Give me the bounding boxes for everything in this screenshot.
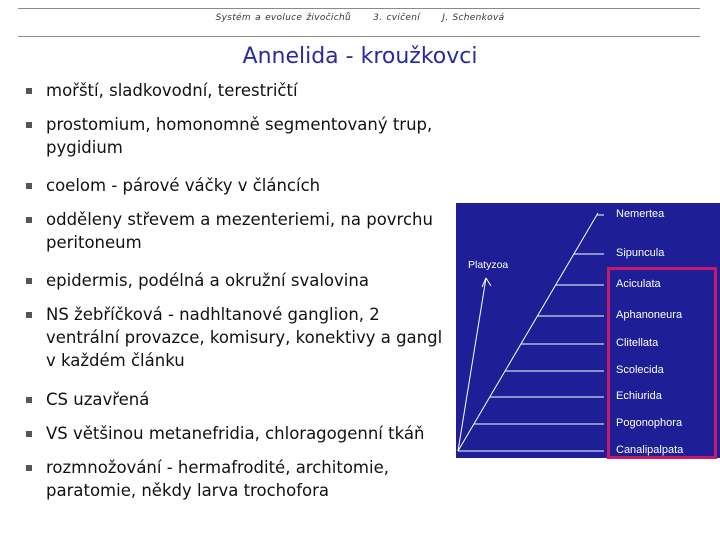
bullet-marker-icon — [26, 122, 32, 128]
outgroup-label: Platyzoa — [468, 259, 509, 271]
bullet-marker-icon — [26, 397, 32, 403]
lesson-number: 3. cvičení — [373, 13, 421, 23]
bullet-text-line: epidermis, podélná a okružní svalovina — [46, 271, 369, 290]
taxon-label: Nemertea — [616, 208, 665, 220]
bullet-marker-icon — [26, 88, 32, 94]
taxon-label: Pogonophora — [616, 417, 683, 429]
bullet-list — [26, 76, 466, 516]
taxon-label: Canalipalpata — [616, 444, 684, 456]
taxon-label: Sipuncula — [616, 247, 665, 259]
taxon-label: Echiurida — [616, 390, 662, 402]
tree-backbone — [458, 213, 598, 451]
bullet-text-line: pygidium — [46, 138, 123, 157]
slide-title: Annelida - kroužkovci — [242, 44, 478, 69]
bullet-marker-icon — [26, 312, 32, 318]
bullet-text-line: prostomium, homonomně segmentovaný trup, — [46, 115, 433, 134]
bullet-text-line: coelom - párové váčky v článcích — [46, 176, 321, 195]
header-rule-bottom — [18, 36, 700, 37]
taxon-label: Clitellata — [616, 337, 659, 349]
taxon-label: Scolecida — [616, 364, 664, 376]
bullet-text-line: peritoneum — [46, 233, 142, 252]
annelida-highlight-box — [607, 267, 717, 459]
bullet-marker-icon — [26, 431, 32, 437]
bullet-text-line: mořští, sladkovodní, terestričtí — [46, 81, 298, 100]
bullet-marker-icon — [26, 183, 32, 189]
bullet-marker-icon — [26, 278, 32, 284]
taxon-label: Aciculata — [616, 278, 661, 290]
bullet-text-line: VS většinou metanefridia, chloragogenní tkáň — [46, 424, 425, 443]
bullet-marker-icon — [26, 217, 32, 223]
slide-header — [0, 13, 720, 23]
tree-branch-outgroup — [458, 278, 486, 451]
bullet-text-line: odděleny střevem a mezenteriemi, na povrchu — [46, 210, 433, 229]
author-name: J. Schenková — [442, 13, 505, 23]
bullet-text-line: NS žebříčková - nadhltanové ganglion, 2 — [46, 305, 380, 324]
bullet-marker-icon — [26, 465, 32, 471]
bullet-text-line: ventrální provazce, komisury, konektivy a gangl — [46, 328, 443, 347]
bullet-text-line: CS uzavřená — [46, 390, 150, 409]
tree-arrow — [486, 278, 491, 286]
header-rule-top — [18, 8, 700, 9]
taxon-label: Aphanoneura — [616, 309, 683, 321]
bullet-text-line: rozmnožování - hermafrodité, architomie, — [46, 458, 389, 477]
course-name: Systém a evoluce živočichů — [215, 13, 351, 23]
bullet-text-line: v každém článku — [46, 351, 185, 370]
bullet-text-line: paratomie, někdy larva trochofora — [46, 481, 329, 500]
